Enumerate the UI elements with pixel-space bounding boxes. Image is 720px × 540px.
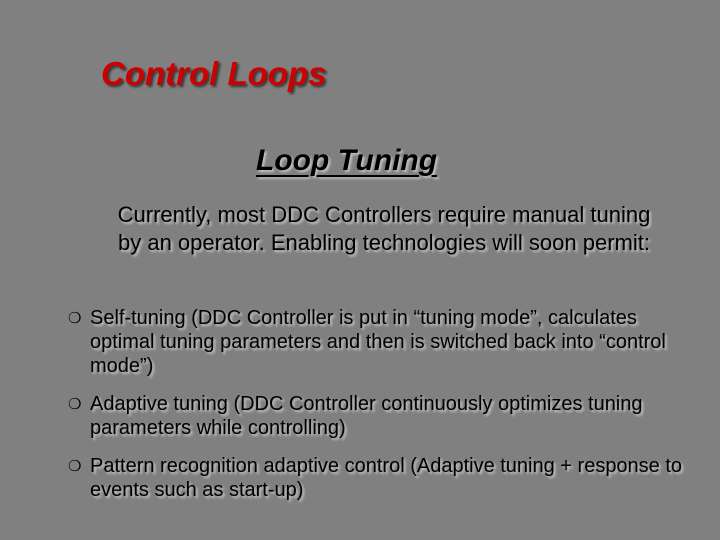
bullet-item-adaptive-tuning bbox=[68, 392, 698, 440]
bullet-text: Adaptive tuning (DDC Controller continuously optimizes tuning parameters while controlling) bbox=[90, 393, 643, 439]
slide-subtitle: Loop Tuning bbox=[256, 144, 438, 177]
bullet-item-self-tuning bbox=[68, 306, 698, 378]
bullet-text: Pattern recognition adaptive control (Adaptive tuning + response to events such as start-up) bbox=[90, 455, 683, 501]
intro-paragraph: Currently, most DDC Controllers require manual tuning by an operator. Enabling technologies will soon permit: bbox=[117, 202, 651, 255]
bullet-circle-icon: ❍ bbox=[68, 309, 82, 327]
bullet-text: Self-tuning (DDC Controller is put in “tuning mode”, calculates optimal tuning parameters and then is switched back into “control mode”) bbox=[90, 307, 666, 377]
slide-title: Control Loops bbox=[101, 55, 327, 92]
bullet-circle-icon: ❍ bbox=[68, 457, 82, 475]
bullet-item-pattern-recognition bbox=[68, 454, 698, 502]
bullet-circle-icon: ❍ bbox=[68, 395, 82, 413]
